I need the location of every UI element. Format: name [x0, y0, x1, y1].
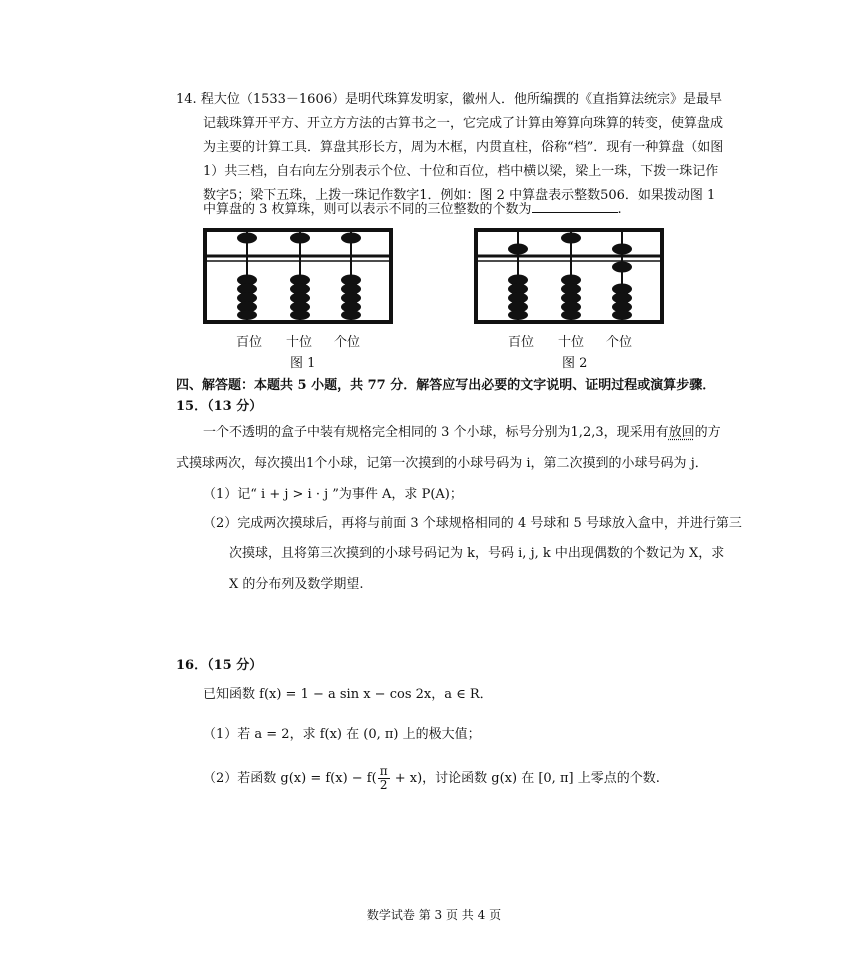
q14-line-5: 数字5；梁下五珠，上拨一珠记作数字1．例如：图 2 中算盘表示整数506．如果拨动图 1 — [203, 188, 716, 203]
page-footer: 数学试卷 第 3 页 共 4 页 — [366, 908, 502, 922]
lower-bead — [612, 262, 632, 273]
q14-line-3: 为主要的计算工具．算盘其形长方，周为木框，内贯直柱，俗称“档”．现有一种算盘（如图 — [203, 140, 724, 155]
abacus-figure-2 — [474, 228, 664, 324]
fig2-label-ones: 个位 — [606, 335, 633, 350]
q14-line-1 — [176, 88, 722, 112]
upper-bead — [341, 233, 361, 244]
q15-part-2-line-1: （2）完成两次摸球后，再将与前面 3 个球规格相同的 4 号球和 5 号球放入盒中，并进行第三 — [203, 516, 742, 531]
lower-bead — [341, 310, 361, 320]
q15-part-1: （1）记“ i + j > i · j ”为事件 A，求 P(A)； — [203, 487, 463, 502]
fig2-caption: 图 2 — [562, 356, 588, 371]
fig1-label-ones: 个位 — [334, 335, 361, 350]
q14-line-4: 1）共三档，自右向左分别表示个位、十位和百位，档中横以梁，梁上一珠，下拨一珠记作 — [203, 164, 719, 179]
q15-line-2: 式摸球两次，每次摸出1个小球，记第一次摸到的小球号码为 i，第二次摸到的小球号码为 j． — [176, 456, 708, 471]
upper-bead — [508, 244, 528, 255]
q15-text-1a: 一个不透明的盒子中装有规格完全相同的 3 个小球，标号分别为1,2,3，现采用有 — [203, 425, 669, 440]
fig2-label-hundreds: 百位 — [508, 335, 535, 350]
q15-emphasis: 放回 — [668, 425, 695, 440]
q14-number: 14. — [176, 92, 197, 107]
section-4-title: 四、解答题：本题共 5 小题，共 77 分．解答应写出必要的文字说明、证明过程或演算步骤． — [176, 378, 716, 393]
lower-bead — [508, 310, 528, 320]
q16-part-2 — [203, 765, 660, 792]
fig2-label-tens: 十位 — [558, 335, 585, 350]
q16-part-2-text-a: （2）若函数 g(x) = f(x) − f( — [203, 771, 377, 786]
lower-bead — [290, 310, 310, 320]
upper-bead — [237, 233, 257, 244]
upper-bead — [612, 244, 632, 255]
q16-part-1: （1）若 a = 2，求 f(x) 在 (0, π) 上的极大值； — [203, 727, 481, 742]
q15-line-1 — [203, 421, 721, 445]
q16-header: 16．（15 分） — [176, 658, 263, 673]
answer-blank[interactable] — [532, 198, 618, 213]
abacus-figure-1 — [203, 228, 393, 324]
q14-line-end: . — [617, 202, 622, 217]
fraction-numerator: π — [379, 764, 388, 778]
fig1-label-hundreds: 百位 — [236, 335, 263, 350]
q14-text-line-6: 中算盘的 3 枚算珠，则可以表示不同的三位整数的个数为 — [203, 202, 532, 217]
pi-over-2-fraction — [378, 765, 390, 792]
q15-text-1b: 的方 — [694, 425, 721, 440]
q15-part-2-line-3: X 的分布列及数学期望. — [229, 577, 364, 592]
q16-part-2-text-b: + x)，讨论函数 g(x) 在 [0, π] 上零点的个数. — [390, 771, 660, 786]
lower-bead — [612, 310, 632, 320]
q14-line-2: 记载珠算开平方、开立方方法的古算书之一，它完成了计算由筹算向珠算的转变，使算盘成 — [203, 116, 724, 131]
upper-bead — [290, 233, 310, 244]
q14-text-line-1: 程大位（1533－1606）是明代珠算发明家，徽州人．他所编撰的《直指算法统宗》是最早 — [200, 92, 722, 107]
lower-bead — [561, 310, 581, 320]
q15-part-2-line-2: 次摸球，且将第三次摸到的小球号码记为 k，号码 i, j, k 中出现偶数的个数记为 X，求 — [229, 546, 725, 561]
lower-bead — [237, 310, 257, 320]
upper-bead — [561, 233, 581, 244]
q16-line-1: 已知函数 f(x) = 1 − a sin x − cos 2x，a ∈ R． — [203, 687, 493, 702]
fraction-denominator: 2 — [379, 778, 388, 792]
q14-line-6 — [203, 198, 622, 222]
q15-header: 15．（13 分） — [176, 399, 263, 414]
fig1-caption: 图 1 — [290, 356, 316, 371]
fig1-label-tens: 十位 — [286, 335, 313, 350]
